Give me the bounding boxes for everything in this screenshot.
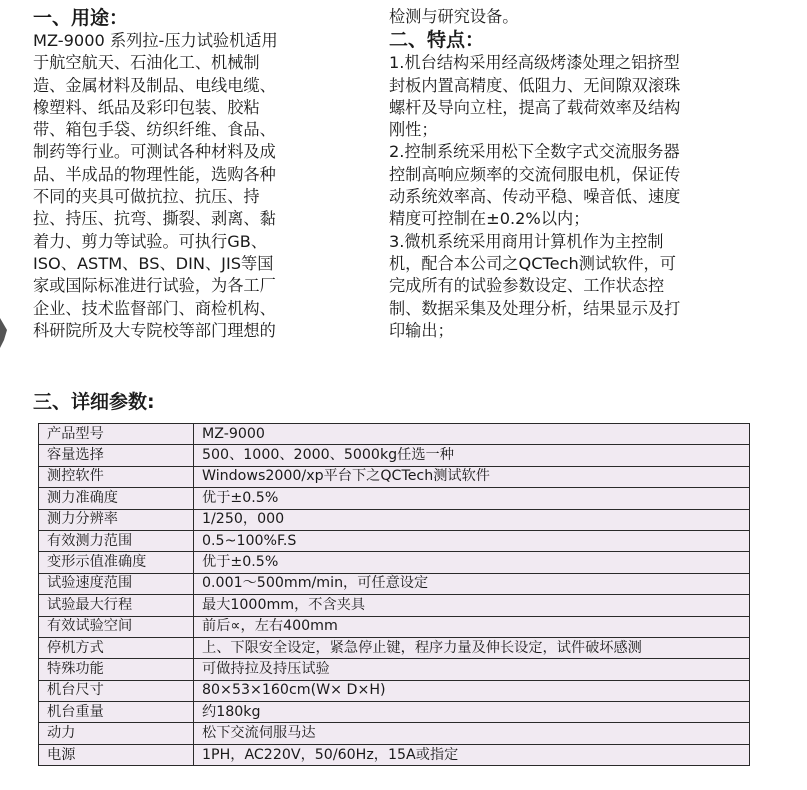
table-row (39, 702, 750, 723)
param-label: 测力分辨率 (39, 509, 194, 530)
param-label: 变形示值准确度 (39, 552, 194, 573)
param-value: 500、1000、2000、5000kg任选一种 (194, 445, 750, 466)
params-table (38, 423, 750, 766)
param-value: 1PH，AC220V，50/60Hz，15A或指定 (194, 744, 750, 765)
params-title: 三、详细参数: (33, 391, 155, 413)
param-value: 可做持拉及持压试验 (194, 659, 750, 680)
param-label: 电源 (39, 744, 194, 765)
table-row (39, 488, 750, 509)
param-value: 优于±0.5% (194, 552, 750, 573)
param-label: 动力 (39, 723, 194, 744)
param-label: 产品型号 (39, 424, 194, 445)
params-table-body (39, 424, 750, 766)
usage-section (33, 6, 375, 342)
param-label: 有效测力范围 (39, 530, 194, 551)
param-value: 优于±0.5% (194, 488, 750, 509)
features-section (389, 6, 789, 342)
param-label: 容量选择 (39, 445, 194, 466)
table-row (39, 680, 750, 701)
param-value: Windows2000/xp平台下之QCTech测试软件 (194, 466, 750, 487)
table-row (39, 723, 750, 744)
features-text: 1.机台结构采用经高级烤漆处理之铝挤型 封板内置高精度、低阻力、无间隙双滚珠 螺杆及导向立柱，提高了载荷效率及结构 刚性； 2.控制系统采用松下全数字式交流服务器 控制高响应频率的交流伺服电机，保证传 动系统效率高、传动平稳、噪音低、速度 精度可控制在±0.2%以内； 3.微机系统采用商用计算机作为主控制 机，配合本公司之QCTech测试软件，可 完成所有的试验参数设定、工作状态控 制、数据采集及处理分析，结果显示及打 印输出； (389, 53, 681, 340)
table-row (39, 637, 750, 658)
param-value: 上、下限安全设定，紧急停止键，程序力量及伸长设定，试件破坏感测 (194, 637, 750, 658)
usage-text-continuation: 检测与研究设备。 (389, 7, 519, 26)
param-label: 停机方式 (39, 637, 194, 658)
param-value: 松下交流伺服马达 (194, 723, 750, 744)
param-label: 机台重量 (39, 702, 194, 723)
table-row (39, 466, 750, 487)
param-label: 测力准确度 (39, 488, 194, 509)
param-label: 试验速度范围 (39, 573, 194, 594)
param-label: 机台尺寸 (39, 680, 194, 701)
param-value: MZ-9000 (194, 424, 750, 445)
table-row (39, 595, 750, 616)
param-label: 试验最大行程 (39, 595, 194, 616)
table-row (39, 552, 750, 573)
table-row (39, 530, 750, 551)
table-row (39, 616, 750, 637)
param-label: 测控软件 (39, 466, 194, 487)
table-row (39, 744, 750, 765)
param-label: 特殊功能 (39, 659, 194, 680)
param-value: 1/250，000 (194, 509, 750, 530)
param-value: 前后∝，左右400mm (194, 616, 750, 637)
param-value: 最大1000mm，不含夹具 (194, 595, 750, 616)
table-row (39, 659, 750, 680)
param-value: 0.001～500mm/min，可任意设定 (194, 573, 750, 594)
param-value: 约180kg (194, 702, 750, 723)
param-value: 0.5~100%F.S (194, 530, 750, 551)
table-row (39, 573, 750, 594)
usage-text: MZ-9000 系列拉-压力试验机适用 于航空航天、石油化工、机械制 造、金属材料及制品、电线电缆、 橡塑料、纸品及彩印包装、胶粘 带、箱包手袋、纺织纤维、食品、 制药等行业。可测试各种材料及成 品、半成品的物理性能，选购各种 不同的夹具可做抗拉、抗压、持 拉、持压、抗弯、撕裂、剥离、黏 着力、剪力等试验。可执行GB、 ISO、ASTM、BS、DIN、JIS等国 家或国际标准进行试验，为各工厂 企业、技术监督部门、商检机构、 科研院所及大专院校等部门理想的 (33, 31, 278, 340)
image-edge-fragment (0, 318, 7, 348)
param-label: 有效试验空间 (39, 616, 194, 637)
table-row (39, 445, 750, 466)
usage-title: 一、用途： (33, 7, 129, 29)
table-row (39, 424, 750, 445)
table-row (39, 509, 750, 530)
features-title: 二、特点： (389, 29, 485, 52)
param-value: 80×53×160cm(W× D×H) (194, 680, 750, 701)
